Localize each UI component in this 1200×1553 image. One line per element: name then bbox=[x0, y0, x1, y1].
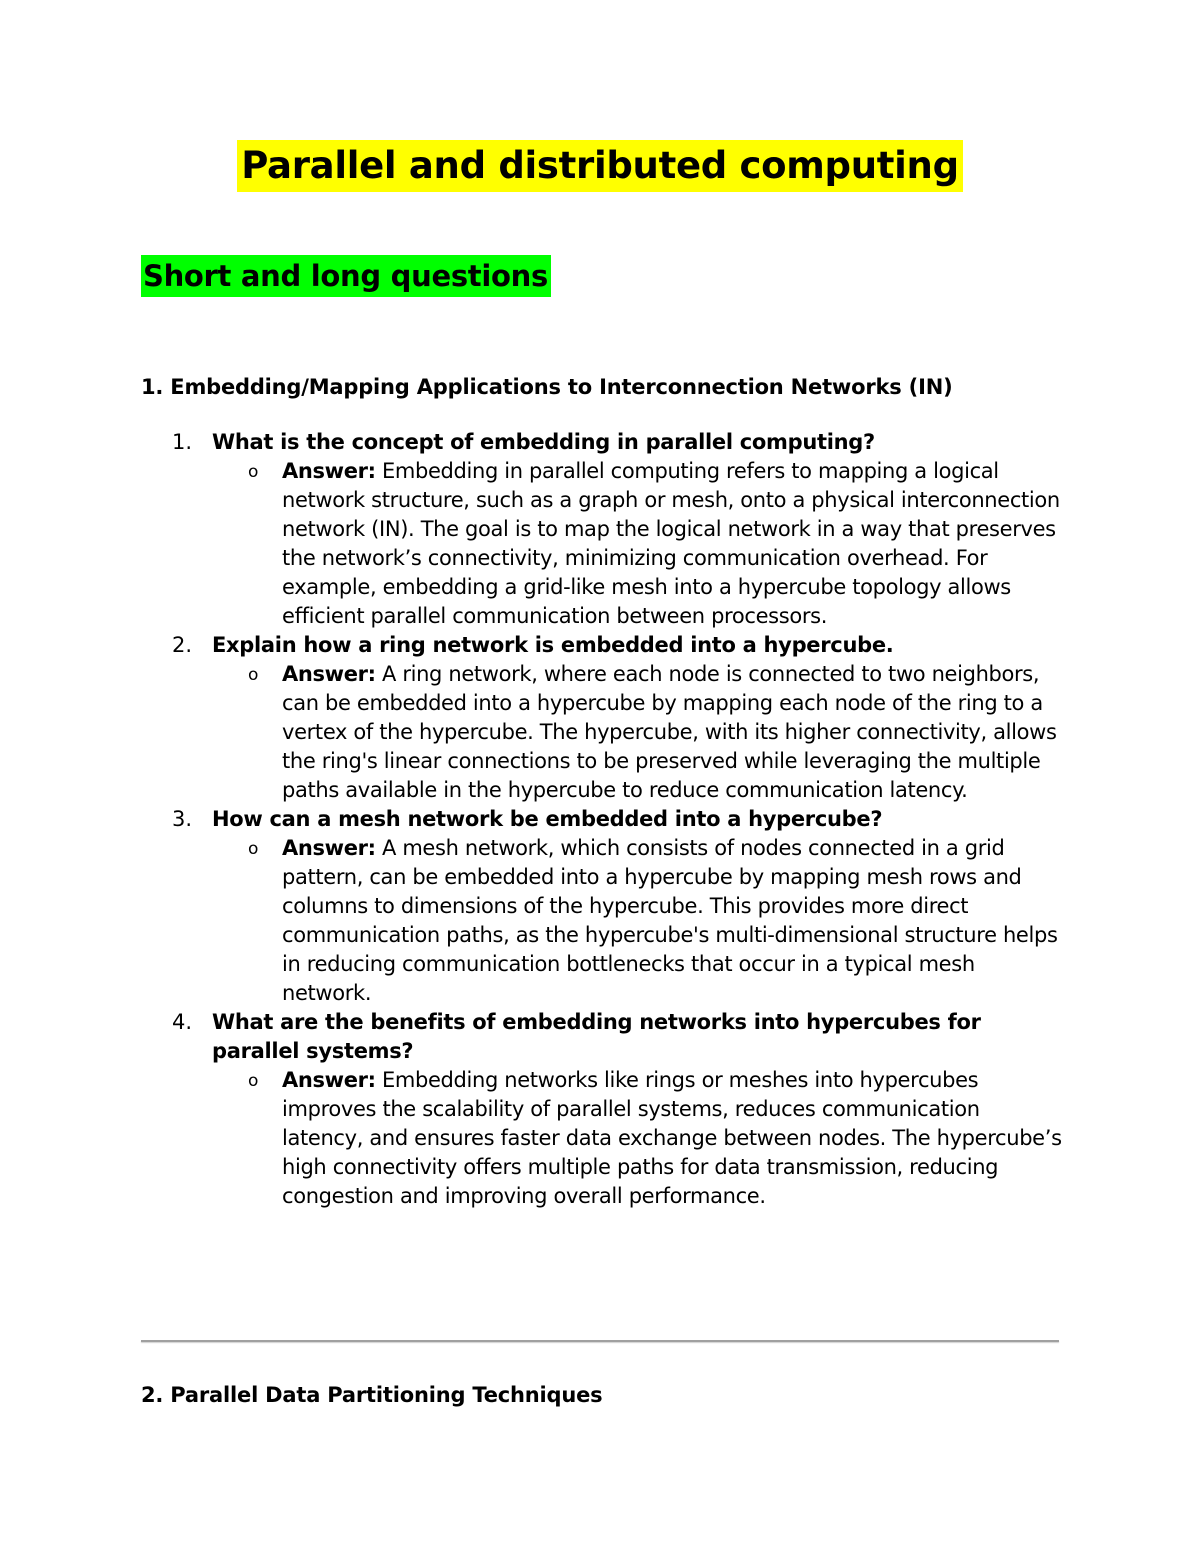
question-number: 3. bbox=[172, 807, 193, 831]
answer-block bbox=[248, 834, 1062, 1008]
bullet-circle-icon: o bbox=[248, 665, 259, 685]
section-heading-embedding: 1. Embedding/Mapping Applications to Interconnection Networks (IN) bbox=[141, 375, 953, 399]
list-item bbox=[172, 805, 1072, 1008]
bullet-circle-icon: o bbox=[248, 462, 259, 482]
list-item bbox=[172, 1008, 1072, 1211]
answer-label: Answer: bbox=[282, 1068, 376, 1092]
list-item bbox=[172, 631, 1072, 805]
bullet-circle-icon: o bbox=[248, 1071, 259, 1091]
answer-label: Answer: bbox=[282, 662, 376, 686]
question-list bbox=[172, 428, 1072, 1211]
list-item bbox=[172, 428, 1072, 631]
document-subtitle: Short and long questions bbox=[141, 255, 551, 297]
answer-label: Answer: bbox=[282, 459, 376, 483]
answer-text: A ring network, where each node is connected to two neighbors, can be embedded into a hypercube by mapping each node of the ring to a vertex of the hypercube. The hypercube, with its higher connectivity, allows the ring's linear connections to be preserved while leveraging the multiple paths available in the hypercube to reduce communication latency. bbox=[282, 662, 1057, 802]
answer-text: Embedding networks like rings or meshes into hypercubes improves the scalability of parallel systems, reduces communication latency, and ensures faster data exchange between nodes. The hypercube’s high connectivity offers multiple paths for data transmission, reducing congestion and improving overall performance. bbox=[282, 1068, 1062, 1208]
answer-label: Answer: bbox=[282, 836, 376, 860]
document-title: Parallel and distributed computing bbox=[237, 140, 963, 192]
title-container bbox=[0, 140, 1200, 192]
answer-block bbox=[248, 457, 1062, 631]
question-number: 2. bbox=[172, 633, 193, 657]
question-text: What is the concept of embedding in parallel computing? bbox=[212, 430, 875, 454]
question-text: What are the benefits of embedding networks into hypercubes for parallel systems? bbox=[212, 1010, 981, 1063]
question-text: How can a mesh network be embedded into a hypercube? bbox=[212, 807, 883, 831]
answer-text: Embedding in parallel computing refers to mapping a logical network structure, such as a graph or mesh, onto a physical interconnection network (IN). The goal is to map the logical network in a way that preserves the network’s connectivity, minimizing communication overhead. For example, embedding a grid-like mesh into a hypercube topology allows efficient parallel communication between processors. bbox=[282, 459, 1060, 628]
horizontal-divider bbox=[141, 1340, 1059, 1342]
answer-block bbox=[248, 1066, 1062, 1211]
answer-block bbox=[248, 660, 1062, 805]
bullet-circle-icon: o bbox=[248, 839, 259, 859]
section-heading-partitioning: 2. Parallel Data Partitioning Techniques bbox=[141, 1383, 603, 1407]
question-number: 1. bbox=[172, 430, 193, 454]
question-text: Explain how a ring network is embedded into a hypercube. bbox=[212, 633, 894, 657]
answer-text: A mesh network, which consists of nodes connected in a grid pattern, can be embedded into a hypercube by mapping mesh rows and columns to dimensions of the hypercube. This provides more direct communication paths, as the hypercube's multi-dimensional structure helps in reducing communication bottlenecks that occur in a typical mesh network. bbox=[282, 836, 1058, 1005]
question-number: 4. bbox=[172, 1010, 193, 1034]
